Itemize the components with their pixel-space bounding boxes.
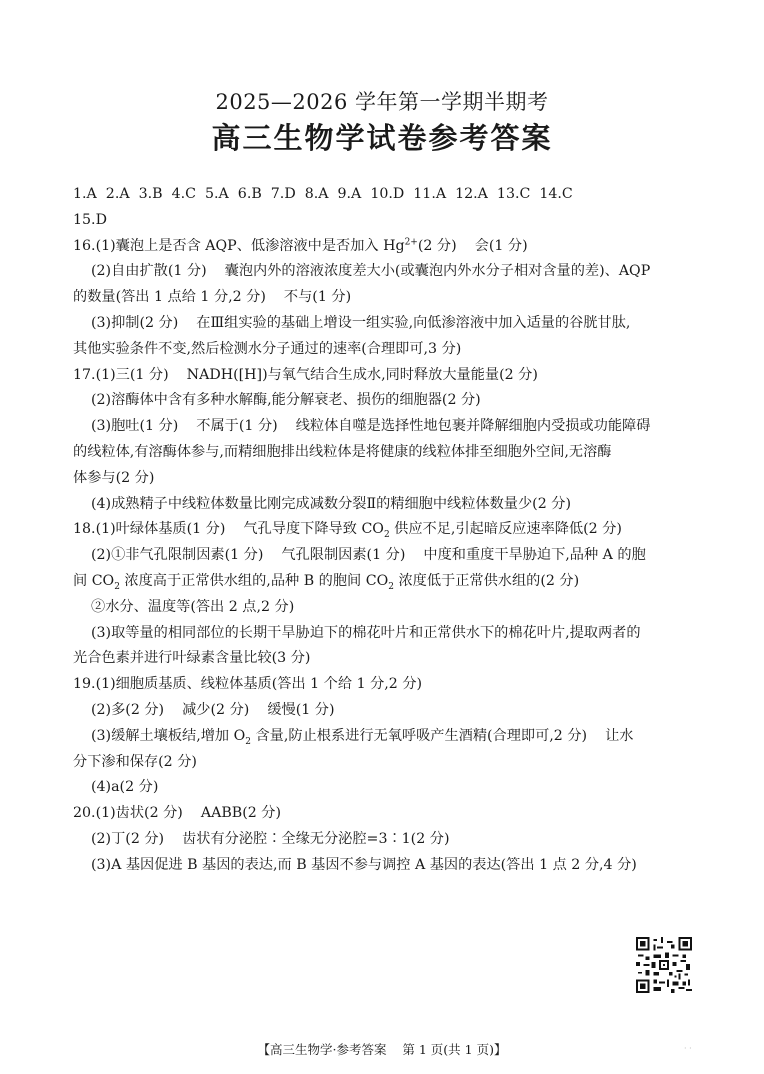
q20-line-1: 20.(1)齿状(2 分) AABB(2 分) — [73, 805, 282, 822]
q16-line-3: 的数量(答出 1 点给 1 分,2 分) 不与(1 分) — [73, 289, 352, 306]
q18-line-3 — [73, 569, 703, 595]
q17-line-5: 体参与(2 分) — [73, 469, 155, 486]
q19-line-3 — [73, 724, 703, 750]
choice-answers-line-2: 15.D — [73, 211, 107, 228]
q19-line-5: (4)a(2 分) — [91, 779, 159, 796]
q18-line-2: (2)①非气孔限制因素(1 分) 气孔限制因素(1 分) 中度和重度干旱胁迫下,品种 A 的胞 — [91, 547, 646, 564]
q17-line-2: (2)溶酶体中含有多种水解酶,能分解衰老、损伤的细胞器(2 分) — [91, 392, 481, 409]
page-footer: 【高三生物学·参考答案 第 1 页(共 1 页)】 — [257, 1042, 507, 1057]
q19-line-1: 19.(1)细胞质基质、线粒体基质(答出 1 个给 1 分,2 分) — [73, 676, 423, 693]
q19-line-4: 分下渗和保存(2 分) — [73, 753, 197, 770]
q18-subscript: 2 — [383, 530, 390, 541]
q16-superscript: 2+ — [404, 236, 418, 247]
q19-l3-b: 含量,防止根系进行无氧呼吸产生酒精(合理即可,2 分) 让水 — [250, 727, 634, 744]
q18-l3-c: 浓度低于正常供水组的(2 分) — [393, 572, 580, 589]
q16-line-1 — [73, 234, 703, 260]
q16-text-a: 16.(1)囊泡上是否含 AQP、低渗溶液中是否加入 Hg — [73, 237, 405, 254]
q18-line-5: (3)取等量的相同部位的长期干旱胁迫下的棉花叶片和正常供水下的棉花叶片,提取两者的 — [91, 624, 641, 641]
q18-line-1 — [73, 517, 703, 543]
footer-decor: · · — [684, 1044, 692, 1053]
exam-title: 2025—2026 学年第一学期半期考 — [215, 90, 549, 114]
choice-answers-line-1: 1.A 2.A 3.B 4.C 5.A 6.B 7.D 8.A 9.A 10.D 11.A 12.A 13.C 14.C — [73, 186, 573, 202]
q18-text-b: 供应不足,引起暗反应速率降低(2 分) — [389, 521, 622, 538]
q18-l3-a: 间 CO — [73, 572, 115, 589]
q18-l3-sub1: 2 — [114, 581, 120, 592]
q17-line-4: 的线粒体,有溶酶体参与,而精细胞排出线粒体是将健康的线粒体排至细胞外空间,无溶酶 — [73, 443, 612, 460]
q20-line-3: (3)A 基因促进 B 基因的表达,而 B 基因不参与调控 A 基因的表达(答出 1 点 2 分,4 分) — [91, 856, 637, 873]
q19-line-2: (2)多(2 分) 减少(2 分) 缓慢(1 分) — [91, 701, 335, 718]
q19-subscript: 2 — [245, 736, 251, 747]
q16-line-5: 其他实验条件不变,然后检测水分子通过的速率(合理即可,3 分) — [73, 340, 462, 357]
q18-l3-b: 浓度高于正常供水组的,品种 B 的胞间 CO — [119, 572, 389, 589]
q16-line-2: (2)自由扩散(1 分) 囊泡内外的溶液浓度差大小(或囊泡内外水分子相对含量的差)、AQP — [91, 263, 651, 280]
qr-code-icon — [636, 937, 692, 993]
q17-line-3: (3)胞吐(1 分) 不属于(1 分) 线粒体自噬是选择性地包裹并降解细胞内受损或功能障碍 — [91, 418, 651, 435]
q16-text-b: (2 分) 会(1 分) — [417, 237, 528, 254]
q18-line-6: 光合色素并进行叶绿素含量比较(3 分) — [73, 650, 311, 667]
q19-l3-a: (3)缓解土壤板结,增加 O — [91, 727, 246, 744]
q20-line-2: (2)丁(2 分) 齿状有分泌腔∶全缘无分泌腔=3∶1(2 分) — [91, 830, 450, 847]
answer-content — [73, 182, 703, 879]
q17-line-1: 17.(1)三(1 分) NADH([H])与氧气结合生成水,同时释放大量能量(2 分) — [73, 366, 538, 383]
q18-text-a: 18.(1)叶绿体基质(1 分) 气孔导度下降导致 CO — [73, 521, 384, 538]
q17-line-6: (4)成熟精子中线粒体数量比刚完成减数分裂Ⅱ的精细胞中线粒体数量少(2 分) — [91, 495, 571, 512]
q18-line-4: ②水分、温度等(答出 2 点,2 分) — [91, 598, 295, 615]
answer-key-title: 高三生物学试卷参考答案 — [211, 121, 553, 155]
q18-l3-sub2: 2 — [388, 581, 394, 592]
q16-line-4: (3)抑制(2 分) 在Ⅲ组实验的基础上增设一组实验,向低渗溶液中加入适量的谷胱甘肽, — [91, 314, 631, 331]
